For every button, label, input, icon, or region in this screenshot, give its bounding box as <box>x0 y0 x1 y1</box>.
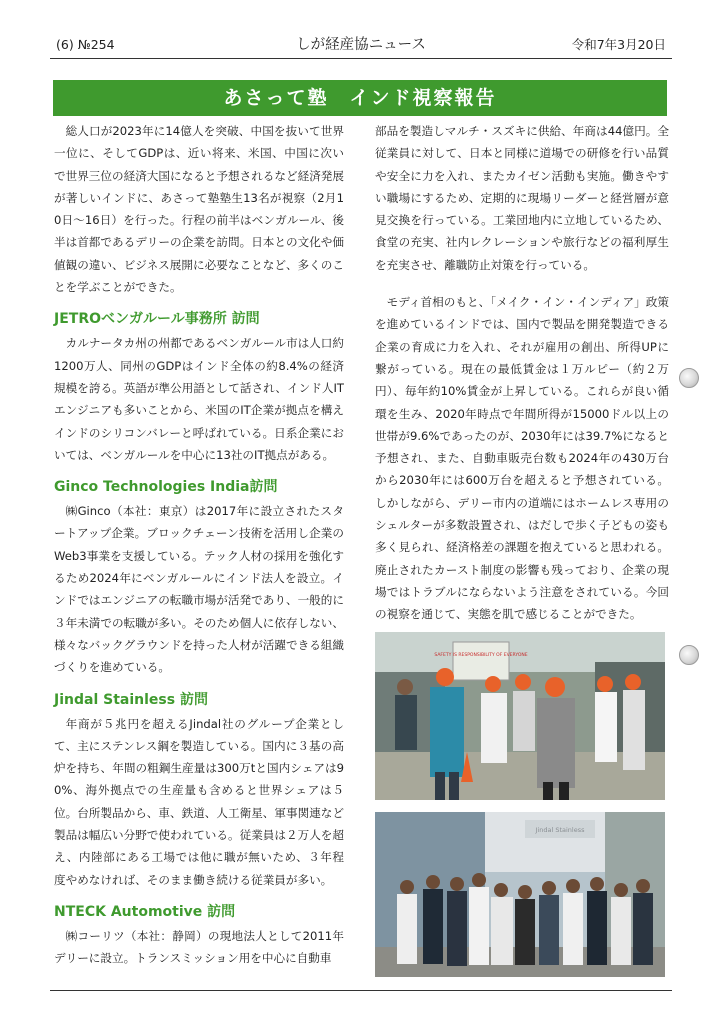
section-heading-ginco: Ginco Technologies India訪問 <box>54 479 278 496</box>
issue-date: 令和7年3月20日 <box>571 37 666 52</box>
intro-paragraph: 総人口が2023年に14億人を突破、中国を抜いて世界一位に、そしてGDPは、近い将来、米国、中国に次いで世界三位の経済大国になると予想されるなど経済発展が著しいインドに、あさって塾塾生13名が視察（2月10日〜16日）を行った。行程の前半はベンガルール、後半は首都であるデリーの企業を訪問。日本との文化や価値観の違い、ビジネス展開に必要なことなど、多くのことを学ぶことができた。 <box>54 124 344 295</box>
binder-hole-top <box>679 368 699 388</box>
page-header <box>50 36 672 59</box>
factory-sign-text: SAFETY IS RESPONSIBILITY OF EVERYONE <box>434 653 528 658</box>
newsletter-title: しが経産協ニュース <box>296 37 426 53</box>
section-body-jindal: 年商が５兆円を超えるJindal社のグループ企業として、主にステンレス鋼を製造している。国内に３基の高炉を持ち、年間の粗鋼生産量は300万tと国内シェアは90%、海外拠点での生産量も含めると世界シェアは５位。台所製品から、車、鉄道、人工衛星、軍事関連など製品は幅広い分野で使われている。従業員は２万人を超え、内陸部にある工場では他に職が無いため、３年程度やめなければ、そのまま働き続ける従業員が多い。 <box>54 716 344 887</box>
section-heading-nteck: NTECK Automotive 訪問 <box>54 903 236 920</box>
page-footer-rule <box>50 990 672 991</box>
group-photo <box>375 812 665 977</box>
section-body-nteck-continued: 部品を製造しマルチ・スズキに供給、年商は44億円。全従業員に対して、日本と同様に道場での研修を行い品質や安全に力を入れ、またカイゼン活動も実施。働きやすい職場にするため、定期的に現場リーダーと経営層が意見交換を行っている。工業団地内に立地しているため、食堂の充実、社内レクレーションや旅行などの福利厚生を充実させ、離職防止対策を行っている。 <box>375 124 669 272</box>
section-body-nteck: ㈱コーリツ（本社：静岡）の現地法人として2011年デリーに設立。トランスミッション用を中心に自動車 <box>54 928 344 966</box>
article-title-banner: あさって塾 インド視察報告 <box>53 80 667 116</box>
closing-paragraph: モディ首相のもと、「メイク・イン・インディア」政策を進めているインドでは、国内で製品を開発製造できる企業の育成に力を入れ、それが雇用の創出、所得UPに繋がっている。現在の最低賃金は１万ルピー（約２万円）、毎年約10%賃金が上昇している。これらが良い循環を生み、2020年時点で年間所得が15000ドル以上の世帯が9.6%であったのが、2030年には39.7%になると予想され、また、自動車販売台数も2024年の430万台から2030年には600万台を超えると予想されている。しかしながら、デリー市内の道端にはホームレス専用のシェルターが多数設置され、はだしで歩く子どもの姿も多く見られ、経済格差の課題を抱えていると思われる。廃止されたカースト制度の影響も残っており、企業の現場ではトラブルにならないよう注意をされている。今回の視察を通じて、実態を肌で感じることができた。 <box>375 295 669 622</box>
building-sign-text: Jindal Stainless <box>535 826 585 834</box>
right-column <box>375 120 669 626</box>
left-column <box>54 120 344 970</box>
binder-hole-bottom <box>679 645 699 665</box>
section-body-ginco: ㈱Ginco（本社：東京）は2017年に設立されたスタートアップ企業。ブロックチェーン技術を活用し企業のWeb3事業を支援している。テック人材の採用を強化するため2024年にベンガルールにインド法人を設立。インドではエンジニアの転職市場が活発であり、一般的に３年未満での転職が多い。そのため個人に依存しない、様々なバックグラウンドを持った人材が活躍できる組織づくりを進めている。 <box>54 504 344 675</box>
section-heading-jindal: Jindal Stainless 訪問 <box>54 691 208 708</box>
page-issue-label: (6) №254 <box>56 37 115 52</box>
factory-visit-photo <box>375 632 665 800</box>
section-heading-jetro: JETROベンガルール事務所 訪問 <box>54 311 260 328</box>
section-body-jetro: カルナータカ州の州都であるベンガルール市は人口約1200万人、同州のGDPはインド全体の約8.4%の経済規模を誇る。英語が準公用語として話され、インド人ITエンジニアも多いことから、米国のIT企業が拠点を構えインドのシリコンバレーと呼ばれている。日系企業においては、ベンガルールを中心に13社のIT拠点がある。 <box>54 336 344 462</box>
